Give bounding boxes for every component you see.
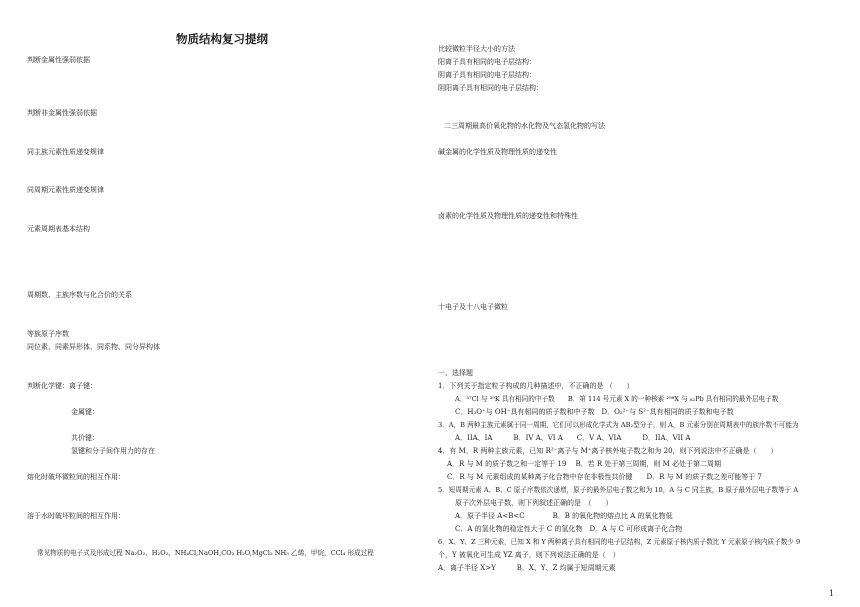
question-1-options-ab: A．³⁷Cl 与 ³⁹K 具有相同的中子数 B．第 114 号元素 X 的一种核素 ²⁹⁸X 与 ₈₂Pb 具有相同的最外层电子数 [455, 395, 779, 403]
question-6-options-ab: A．离子半径 X>Y B．X、Y、Z 均属于短周期元素 [438, 564, 616, 572]
section-multiple-choice: 一、选择题 [438, 369, 473, 377]
question-5-options-cd: C．A 的氢化物的稳定性大于 C 的氢化物 D．A 与 C 可形成离子化合物 [455, 525, 683, 533]
heading-metallicity: 判断金属性强弱依据 [27, 56, 90, 64]
question-5-options-ab: A．原子半径 A<B<C B．B 的氧化物的熔点比 A 的氧化物低 [455, 512, 673, 520]
question-3-options: A．IIA、IA B．IV A、VI A C．V A、VIA D．IIA、VII A [455, 434, 691, 442]
hydrogen-bond-label: 氢键和分子间作用力的存在 [71, 447, 155, 455]
heading-nonmetallicity: 判断非金属性强弱依据 [27, 109, 97, 117]
question-1: 1．下列关于指定粒子构成的几种描述中，不正确的是 （ ） [438, 382, 634, 390]
question-5-continued: 原子次外层电子数，则下列叙述正确的是 （ ） [455, 499, 613, 507]
oxide-heading: 二三周期最高价氧化物的水化物及气态氢化物的写法 [444, 122, 605, 130]
radius-line-3: 阴阳离子具有相同的电子层结构： [438, 84, 543, 92]
question-5: 5．短周期元素 A、B、C 原子序数依次递增，原子的最外层电子数之和为 10，A 与 C 同主族，B 原子最外层电子数等于 A [438, 486, 799, 494]
question-1-options-cd: C．H₃O⁺与 OH⁻具有相同的质子数和中子数 D．O₂²⁻与 S²⁻具有相同的质子数和电子数 [455, 408, 734, 416]
heading-period-group-valence: 周期数、主族序数与化合价的关系 [27, 291, 132, 299]
radius-title: 比较微粒半径大小的方法 [438, 45, 515, 53]
radius-line-2: 阴离子具有相同的电子层结构： [438, 71, 536, 79]
heading-same-period: 同周期元素性质递变规律 [27, 186, 104, 194]
page-number: 1 [829, 589, 835, 598]
halogen-heading: 卤素的化学性质及物理性质的递变性和特殊性 [438, 212, 578, 220]
electron-formula-line: 常见物质的电子式及形成过程 Na₂O₂、H₂O₂、NH₄Cl,NaOH,CO₂ H₂O,MgCl₂ NH₃ 乙烯，甲烷，CCl₄ 形成过程 [37, 549, 374, 557]
question-3: 3．A，B 两种主族元素属于同一周期，它们可以形成化学式为 AB₂型分子，则 A，B 元素分别在周期表中的族序数不可能为 [438, 421, 799, 429]
page-title: 物质结构复习提纲 [176, 32, 268, 46]
question-4-options-cd: C．R 与 M 元素组成的某种离子化合物中存在非极性共价键 D．R 与 M 的质子数之差可能等于 7 [447, 473, 762, 481]
bond-ionic-label: 判断化学键：离子键： [27, 382, 97, 390]
question-4-options-ab: A．R 与 M 的质子数之和一定等于 19 B．若 R 处于第三周期，则 M 必处于第二周期 [447, 460, 722, 468]
question-6-continued: 个，Y 被氧化可生成 YZ 离子，则下列说法正确的是（ ） [438, 551, 620, 559]
dissolving-label: 溶于水时破坏粒间的相互作用： [27, 512, 125, 520]
heading-isotopes: 同位素、同素异形体、同系物、同分异构体 [27, 343, 160, 351]
heading-atomic-number: 等族原子序数 [27, 330, 69, 338]
question-4: 4．有 M，R 两种主族元素，已知 R²⁻离子与 M⁺离子核外电子数之和为 20，则下列说法中不正确是（ ） [438, 447, 778, 455]
melting-label: 熔化时破坏微粒间的相互作用： [27, 473, 125, 481]
question-6: 6．X、Y、Z 三种元素，已知 X 和 Y 两种离子具有相同的电子层结构，Z 元素原子核内质子数比 Y 元素原子核内质子数少 9 [438, 538, 801, 546]
electron-particles-heading: 十电子及十八电子微粒 [438, 303, 508, 311]
heading-table-structure: 元素周期表基本结构 [27, 225, 90, 233]
radius-line-1: 阳离子具有相同的电子层结构： [438, 58, 536, 66]
bond-metallic-label: 金属键： [71, 408, 99, 416]
heading-same-group: 同主族元素性质递变规律 [27, 148, 104, 156]
bond-covalent-label: 共价键： [71, 434, 99, 442]
alkali-heading: 碱金属的化学性质及物理性质的递变性 [438, 148, 557, 156]
